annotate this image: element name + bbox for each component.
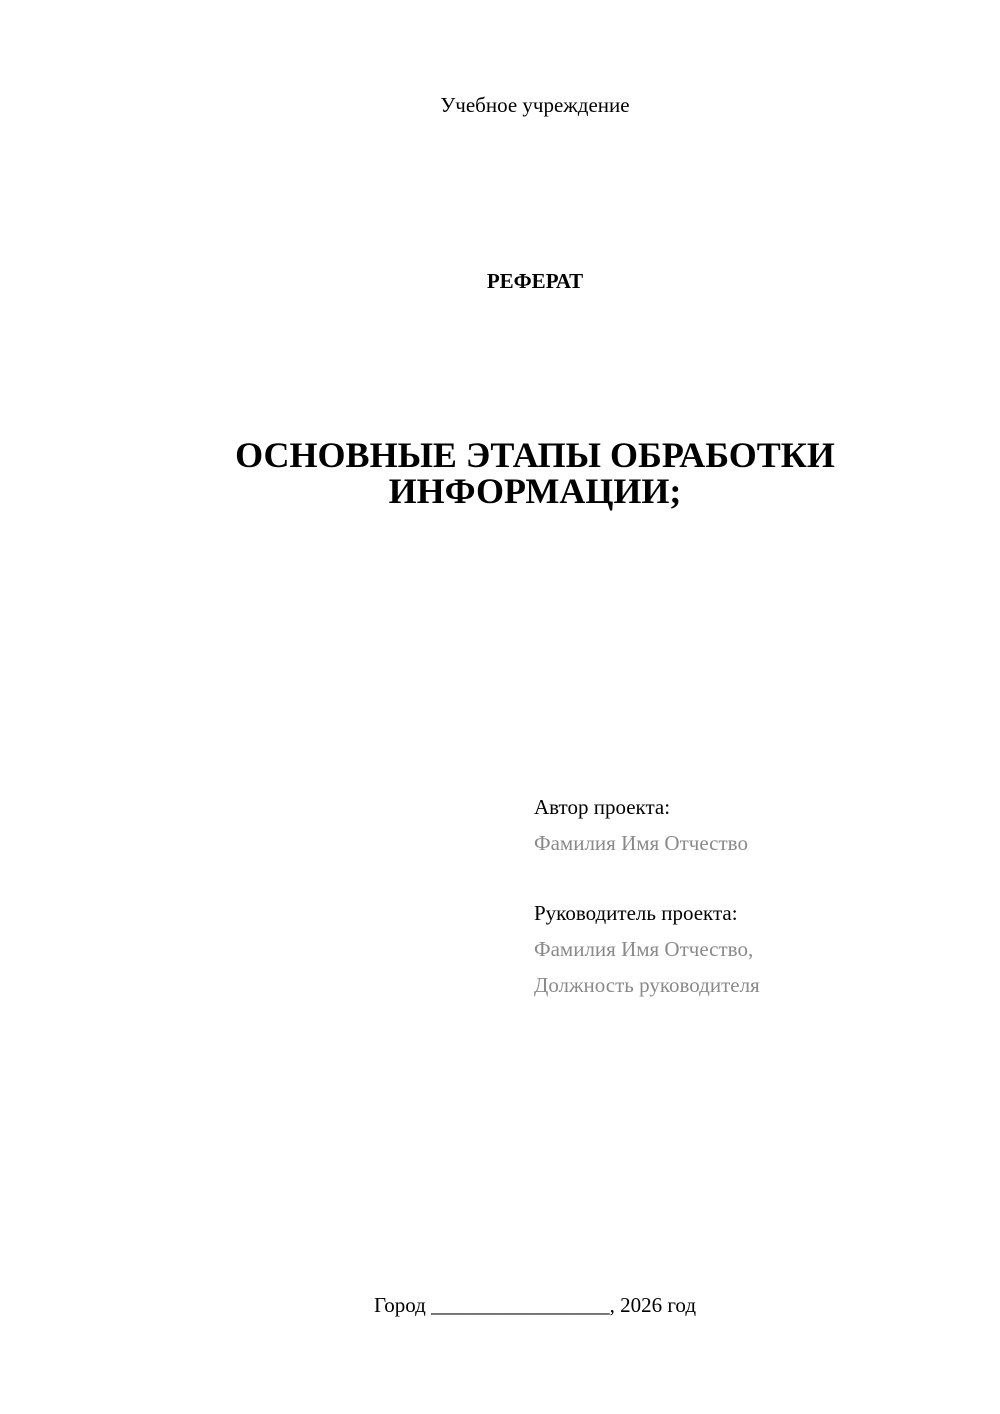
document-type: РЕФЕРАТ (486, 269, 584, 293)
supervisor-label: Руководитель проекта: (534, 901, 738, 925)
spacer (534, 861, 760, 895)
document-title-line-1: ОСНОВНЫЕ ЭТАПЫ ОБРАБОТКИ (235, 435, 835, 475)
project-credits (534, 789, 760, 1003)
document-title (170, 437, 900, 509)
author-name-placeholder: Фамилия Имя Отчество (534, 831, 748, 855)
supervisor-name-placeholder: Фамилия Имя Отчество, (534, 937, 754, 961)
author-label: Автор проекта: (534, 795, 671, 819)
institution-name: Учебное учреждение (440, 93, 630, 117)
supervisor-position-placeholder: Должность руководителя (534, 973, 760, 997)
document-title-line-2: ИНФОРМАЦИИ; (388, 471, 682, 511)
city-year-line: Город _________________, 2026 год (373, 1293, 697, 1317)
